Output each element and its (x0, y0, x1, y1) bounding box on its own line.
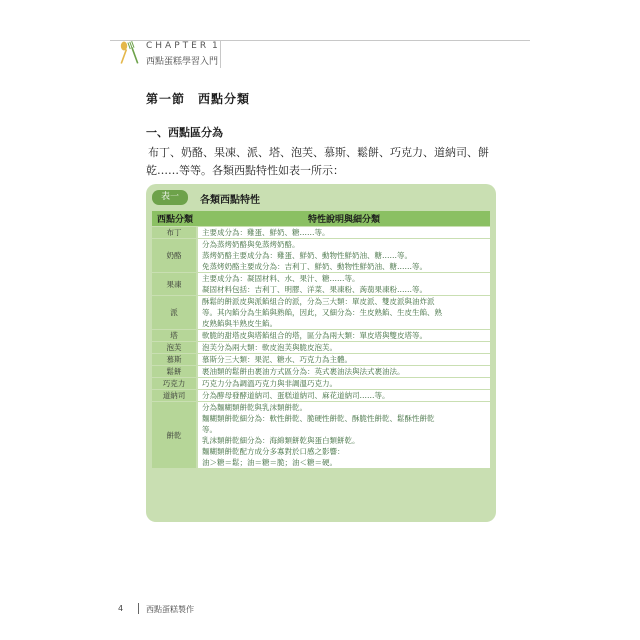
paragraph-line: 乾……等等。各類西點特性如表一所示： (146, 164, 344, 177)
category-cell: 鬆餅 (152, 366, 198, 377)
description-cell (198, 296, 490, 329)
table-row (152, 402, 490, 468)
description-line: 分為麵糊類餅乾與乳沫類餅乾。 (202, 403, 307, 412)
table-row (152, 239, 490, 272)
description-cell (198, 342, 490, 353)
table-badge: 表一 (152, 190, 188, 205)
description-line: 乳沫類餅乾細分為：海綿類餅乾與蛋白類餅乾。 (202, 436, 360, 445)
column-header: 西點分類 (152, 211, 198, 226)
description-cell (198, 227, 490, 238)
chapter-label: CHAPTER (146, 41, 210, 51)
table-title: 各類西點特性 (200, 195, 260, 206)
category-cell: 道納司 (152, 390, 198, 401)
description-cell (198, 239, 490, 272)
table-row (152, 296, 490, 329)
description-line: 主要成分為：凝固材料、水、果汁、糖……等。 (202, 274, 360, 283)
description-line: 分為蒸烤奶酪與免蒸烤奶酪。 (202, 240, 300, 249)
book-title: 西點蛋糕製作 (146, 605, 194, 614)
description-line: 巧克力分為調溫巧克力與非調溫巧克力。 (202, 379, 337, 388)
description-line: 皮熟餡與半熟皮生餡。 (202, 319, 277, 328)
pastry-table (152, 210, 490, 469)
table-row (152, 330, 490, 341)
spoon-fork-icon (118, 40, 140, 66)
paragraph-line: 布丁、奶酪、果凍、派、塔、泡芙、慕斯、鬆餅、巧克力、道納司、餅 (148, 146, 489, 159)
category-cell: 慕斯 (152, 354, 198, 365)
header-divider (220, 40, 221, 68)
description-line: 酥鬆的餅派皮與派餡組合的派，分為三大類：單皮派、雙皮派與油炸派 (202, 297, 435, 306)
category-cell: 泡芙 (152, 342, 198, 353)
description-line: 凝固材料包括：吉利丁、明膠、洋菜、果凍粉、蒟蒻果凍粉……等。 (202, 285, 427, 294)
table-row (152, 378, 490, 389)
footer-divider (138, 603, 139, 614)
table-row (152, 354, 490, 365)
description-cell (198, 366, 490, 377)
description-line: 等。其內餡分為生餡與熟餡，因此，又細分為：生皮熟餡、生皮生餡、熟 (202, 308, 442, 317)
intro-paragraph (146, 144, 502, 180)
description-line: 等。 (202, 425, 217, 434)
table-row (152, 390, 490, 401)
description-line: 免蒸烤奶酪主要成分為：吉利丁、鮮奶、動物性鮮奶油、糖……等。 (202, 262, 427, 271)
table-row (152, 366, 490, 377)
description-line: 油＞糖＝鬆；油＝糖＝脆；油＜糖＝硬。 (202, 458, 337, 467)
category-cell: 塔 (152, 330, 198, 341)
description-line: 慕斯分三大類：果泥、糖水、巧克力為主體。 (202, 355, 352, 364)
chapter-subtitle: 西點蛋糕學習入門 (146, 57, 219, 67)
description-line: 主要成分為：雞蛋、鮮奶、糖……等。 (202, 228, 330, 237)
category-cell: 布丁 (152, 227, 198, 238)
description-line: 分為酵母發酵道納司、蛋糕道納司、麻花道納司……等。 (202, 391, 390, 400)
category-cell: 果凍 (152, 273, 198, 295)
category-cell: 巧克力 (152, 378, 198, 389)
description-line: 泡芙分為兩大類：軟皮泡芙與脆皮泡芙。 (202, 343, 337, 352)
column-header: 特性說明與細分類 (198, 211, 490, 226)
description-cell (198, 402, 490, 468)
table-row (152, 273, 490, 295)
category-cell: 派 (152, 296, 198, 329)
description-cell (198, 354, 490, 365)
description-cell (198, 390, 490, 401)
table-row (152, 227, 490, 238)
description-cell (198, 378, 490, 389)
description-cell (198, 273, 490, 295)
table-row (152, 342, 490, 353)
table-panel (146, 184, 496, 522)
description-line: 麵糊類餅乾細分為：軟性餅乾、脆硬性餅乾、酥脆性餅乾、鬆酥性餅乾 (202, 414, 435, 423)
category-cell: 餅乾 (152, 402, 198, 468)
chapter-number: 1 (212, 41, 218, 51)
description-line: 裹油類的鬆餅由裹油方式區分為：英式裹油法與法式裹油法。 (202, 367, 405, 376)
subsection-title: 一、西點區分為 (146, 126, 223, 139)
section-title: 第一節 西點分類 (146, 92, 251, 106)
description-line: 蒸烤奶酪主要成分為：雞蛋、鮮奶、動物性鮮奶油、糖……等。 (202, 251, 412, 260)
description-line: 軟脆的甜塔皮與塔餡組合的塔，區分為兩大類：單皮塔與雙皮塔等。 (202, 331, 427, 340)
description-cell (198, 330, 490, 341)
table-header-row (152, 211, 490, 226)
description-line: 麵糊類餅乾配方成分多寡對於口感之影響： (202, 447, 345, 456)
category-cell: 奶酪 (152, 239, 198, 272)
page-number: 4 (118, 604, 124, 613)
